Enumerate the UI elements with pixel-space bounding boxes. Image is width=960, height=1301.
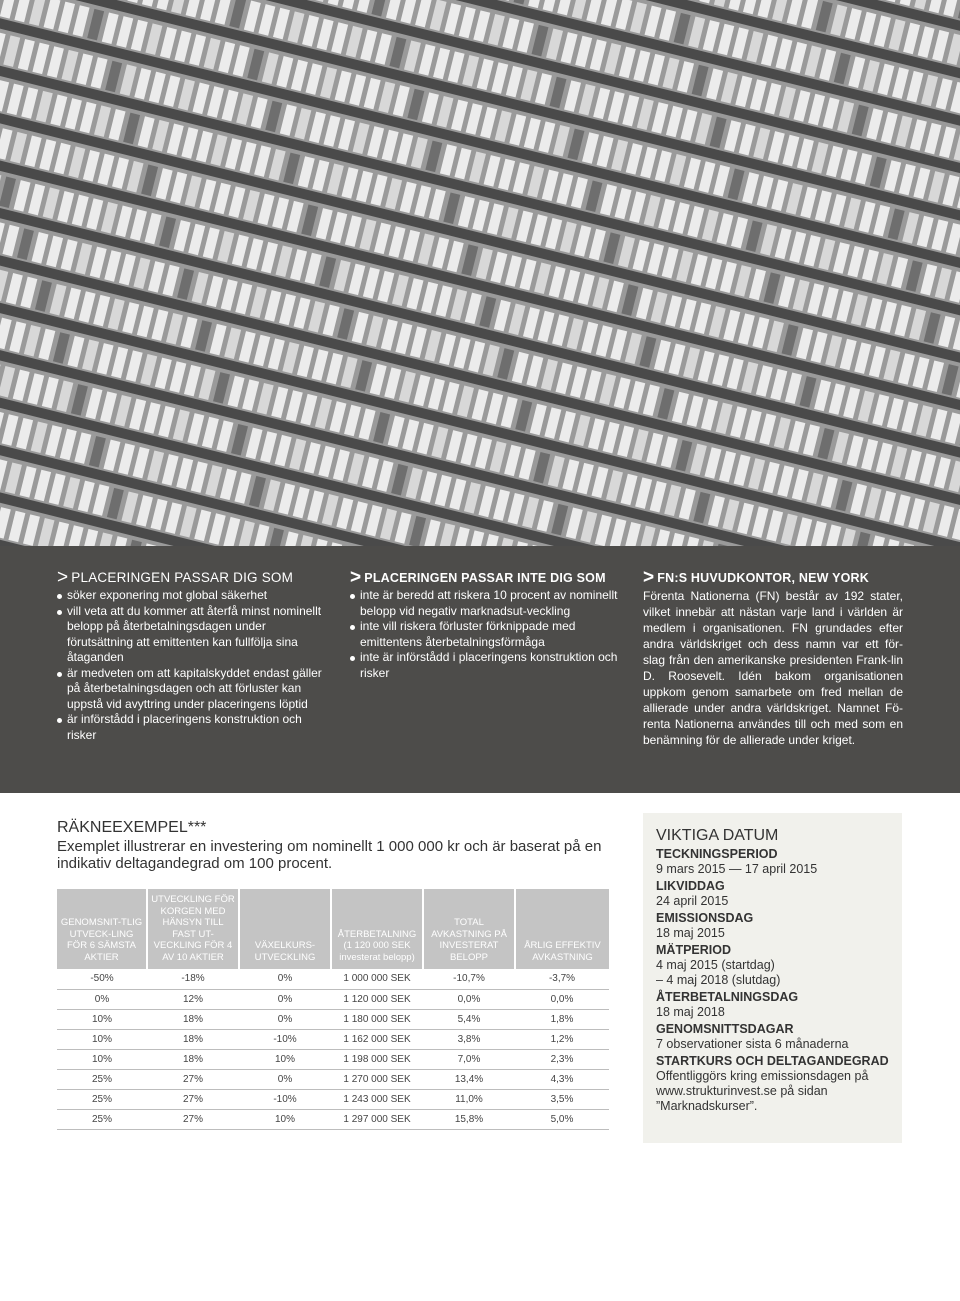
table-cell: 11,0% — [423, 1089, 515, 1109]
unsuitable-heading: > PLACERINGEN PASSAR INTE DIG SOM — [350, 567, 606, 588]
info-band — [0, 546, 960, 793]
un-hq-heading: > FN:S HUVUDKONTOR, NEW YORK — [643, 567, 869, 588]
table-row — [57, 1089, 609, 1109]
example-intro: Exemplet illustrerar en investering om nominellt 1 000 000 kr och är baserat på en indikativ deltagandegrad om 100 procent. — [57, 838, 602, 872]
column-header: TOTAL AVKASTNING PÅ INVESTERAT BELOPP — [423, 889, 515, 969]
date-value: 18 maj 2018 — [656, 1005, 725, 1019]
table-cell: 0% — [239, 989, 331, 1009]
unsuitable-column — [350, 567, 618, 681]
date-item — [656, 879, 902, 909]
table-cell: 15,8% — [423, 1109, 515, 1129]
suitable-column — [57, 567, 325, 743]
table-cell: 4,3% — [515, 1069, 609, 1089]
column-header: ÅRLIG EFFEKTIV AVKASTNING — [515, 889, 609, 969]
example-section — [57, 819, 617, 872]
table-cell: 18% — [147, 1029, 239, 1049]
table-cell: 0,0% — [515, 989, 609, 1009]
table-cell: -18% — [147, 969, 239, 989]
table-cell: 1 000 000 SEK — [331, 969, 423, 989]
date-label: TECKNINGSPERIOD — [656, 847, 778, 861]
date-label: STARTKURS OCH DELTAGANDEGRAD — [656, 1054, 889, 1068]
table-cell: 1,8% — [515, 1009, 609, 1029]
table-cell: 10% — [57, 1049, 147, 1069]
table-row — [57, 989, 609, 1009]
list-item: inte vill riskera förluster förknippade med emittentens återbetalningsförmåga — [350, 619, 618, 650]
table-cell: 5,0% — [515, 1109, 609, 1129]
table-cell: 27% — [147, 1069, 239, 1089]
table-cell: 18% — [147, 1009, 239, 1029]
date-value: 18 maj 2015 — [656, 926, 725, 940]
table-cell: -3,7% — [515, 969, 609, 989]
date-label: GENOMSNITTSDAGAR — [656, 1022, 794, 1036]
arrow-icon: > — [643, 567, 655, 588]
list-item: inte är beredd att riskera 10 procent av nominellt belopp vid negativ marknadsut-veckling — [350, 588, 618, 619]
date-value: 24 april 2015 — [656, 894, 729, 908]
example-title: RÄKNEEXEMPEL*** — [57, 819, 207, 836]
table-cell: 1 270 000 SEK — [331, 1069, 423, 1089]
table-cell: 25% — [57, 1069, 147, 1089]
table-cell: 5,4% — [423, 1009, 515, 1029]
table-cell: 1 180 000 SEK — [331, 1009, 423, 1029]
table-row — [57, 1109, 609, 1129]
table-cell: 10% — [239, 1049, 331, 1069]
table-row — [57, 1069, 609, 1089]
table-row — [57, 969, 609, 989]
table-cell: 25% — [57, 1089, 147, 1109]
date-item — [656, 1054, 902, 1114]
table-cell: -10% — [239, 1089, 331, 1109]
example-table — [57, 889, 609, 1130]
table-cell: 7,0% — [423, 1049, 515, 1069]
table-row — [57, 1049, 609, 1069]
unsuitable-list — [350, 588, 618, 681]
building-facade-image — [0, 0, 960, 546]
date-value: 4 maj 2015 (startdag) – 4 maj 2018 (slutdag) — [656, 958, 781, 987]
date-label: MÄTPERIOD — [656, 943, 731, 957]
suitable-heading: > PLACERINGEN PASSAR DIG SOM — [57, 567, 294, 588]
date-label: ÅTERBETALNINGSDAG — [656, 990, 799, 1004]
date-item — [656, 847, 902, 877]
table-cell: -10,7% — [423, 969, 515, 989]
date-value: 9 mars 2015 — 17 april 2015 — [656, 862, 818, 876]
un-hq-column — [643, 567, 903, 748]
table-cell: 10% — [57, 1029, 147, 1049]
date-item — [656, 943, 902, 988]
table-cell: 1,2% — [515, 1029, 609, 1049]
date-value: 7 observationer sista 6 månaderna — [656, 1037, 849, 1051]
table-cell: 1 198 000 SEK — [331, 1049, 423, 1069]
list-item: är medveten om att kapitalskyddet endast gäller på återbetalningsdagen och att förluster kan uppstå vid avyttring under placeringens löptid — [57, 666, 325, 713]
table-row — [57, 1029, 609, 1049]
table-cell: 27% — [147, 1089, 239, 1109]
column-header: GENOMSNIT-TLIG UTVECK-LING FÖR 6 SÄMSTA AKTIER — [57, 889, 147, 969]
date-item — [656, 990, 902, 1020]
table-cell: 12% — [147, 989, 239, 1009]
table-cell: 1 120 000 SEK — [331, 989, 423, 1009]
date-item — [656, 1022, 902, 1052]
list-item: vill veta att du kommer att återfå minst nominellt belopp på återbetalningsdagen under förutsättning att emittenten kan fullfölja sina åtaganden — [57, 604, 325, 666]
table-cell: 0% — [239, 1069, 331, 1089]
list-item: är införstådd i placeringens konstruktion och risker — [57, 712, 325, 743]
table-row — [57, 1009, 609, 1029]
date-label: EMISSIONSDAG — [656, 911, 754, 925]
list-item: inte är införstådd i placeringens konstruktion och risker — [350, 650, 618, 681]
hero-photo — [0, 0, 960, 546]
table-cell: 0,0% — [423, 989, 515, 1009]
table-cell: 1 243 000 SEK — [331, 1089, 423, 1109]
table-cell: 3,8% — [423, 1029, 515, 1049]
table-cell: 2,3% — [515, 1049, 609, 1069]
table-cell: 27% — [147, 1109, 239, 1129]
date-item — [656, 911, 902, 941]
suitable-list — [57, 588, 325, 743]
column-header: ÅTERBETALNING (1 120 000 SEK investerat belopp) — [331, 889, 423, 969]
table-cell: 10% — [57, 1009, 147, 1029]
table-cell: 0% — [239, 1009, 331, 1029]
table-cell: 25% — [57, 1109, 147, 1129]
table-cell: 1 162 000 SEK — [331, 1029, 423, 1049]
table-cell: 13,4% — [423, 1069, 515, 1089]
table-cell: 18% — [147, 1049, 239, 1069]
arrow-icon: > — [57, 567, 69, 588]
dates-title: VIKTIGA DATUM — [656, 827, 779, 844]
table-cell: -10% — [239, 1029, 331, 1049]
important-dates-box — [643, 813, 902, 1143]
table-body — [57, 969, 609, 1129]
date-label: LIKVIDDAG — [656, 879, 725, 893]
table-header-row — [57, 889, 609, 969]
list-item: söker exponering mot global säkerhet — [57, 588, 325, 604]
column-header: VÄXELKURS-UTVECKLING — [239, 889, 331, 969]
table-cell: -50% — [57, 969, 147, 989]
un-hq-text: Förenta Nationerna (FN) består av 192 stater, vilket innebär att nästan varje land i världen är medlem i organisationen. FN grundades efter andra världskriget och dess namn var ett för-slag från den amerikanske presidenten Frank-lin D. Roosevelt. Idén bakom organisationen uppkom genom samarbete om fred mellan de allierade under andra världskriget. Namnet Fö-renta Nationerna användes till och med som en benämning för de allierade under kriget. — [643, 589, 903, 747]
arrow-icon: > — [350, 567, 362, 588]
table-cell: 1 297 000 SEK — [331, 1109, 423, 1129]
date-value: Offentliggörs kring emissionsdagen på www.strukturinvest.se på sidan ”Marknadskurser”. — [656, 1069, 869, 1113]
table-cell: 0% — [239, 969, 331, 989]
table-cell: 3,5% — [515, 1089, 609, 1109]
table-cell: 10% — [239, 1109, 331, 1129]
table-cell: 0% — [57, 989, 147, 1009]
column-header: UTVECKLING FÖR KORGEN MED HÄNSYN TILL FAST UT-VECKLING FÖR 4 AV 10 AKTIER — [147, 889, 239, 969]
